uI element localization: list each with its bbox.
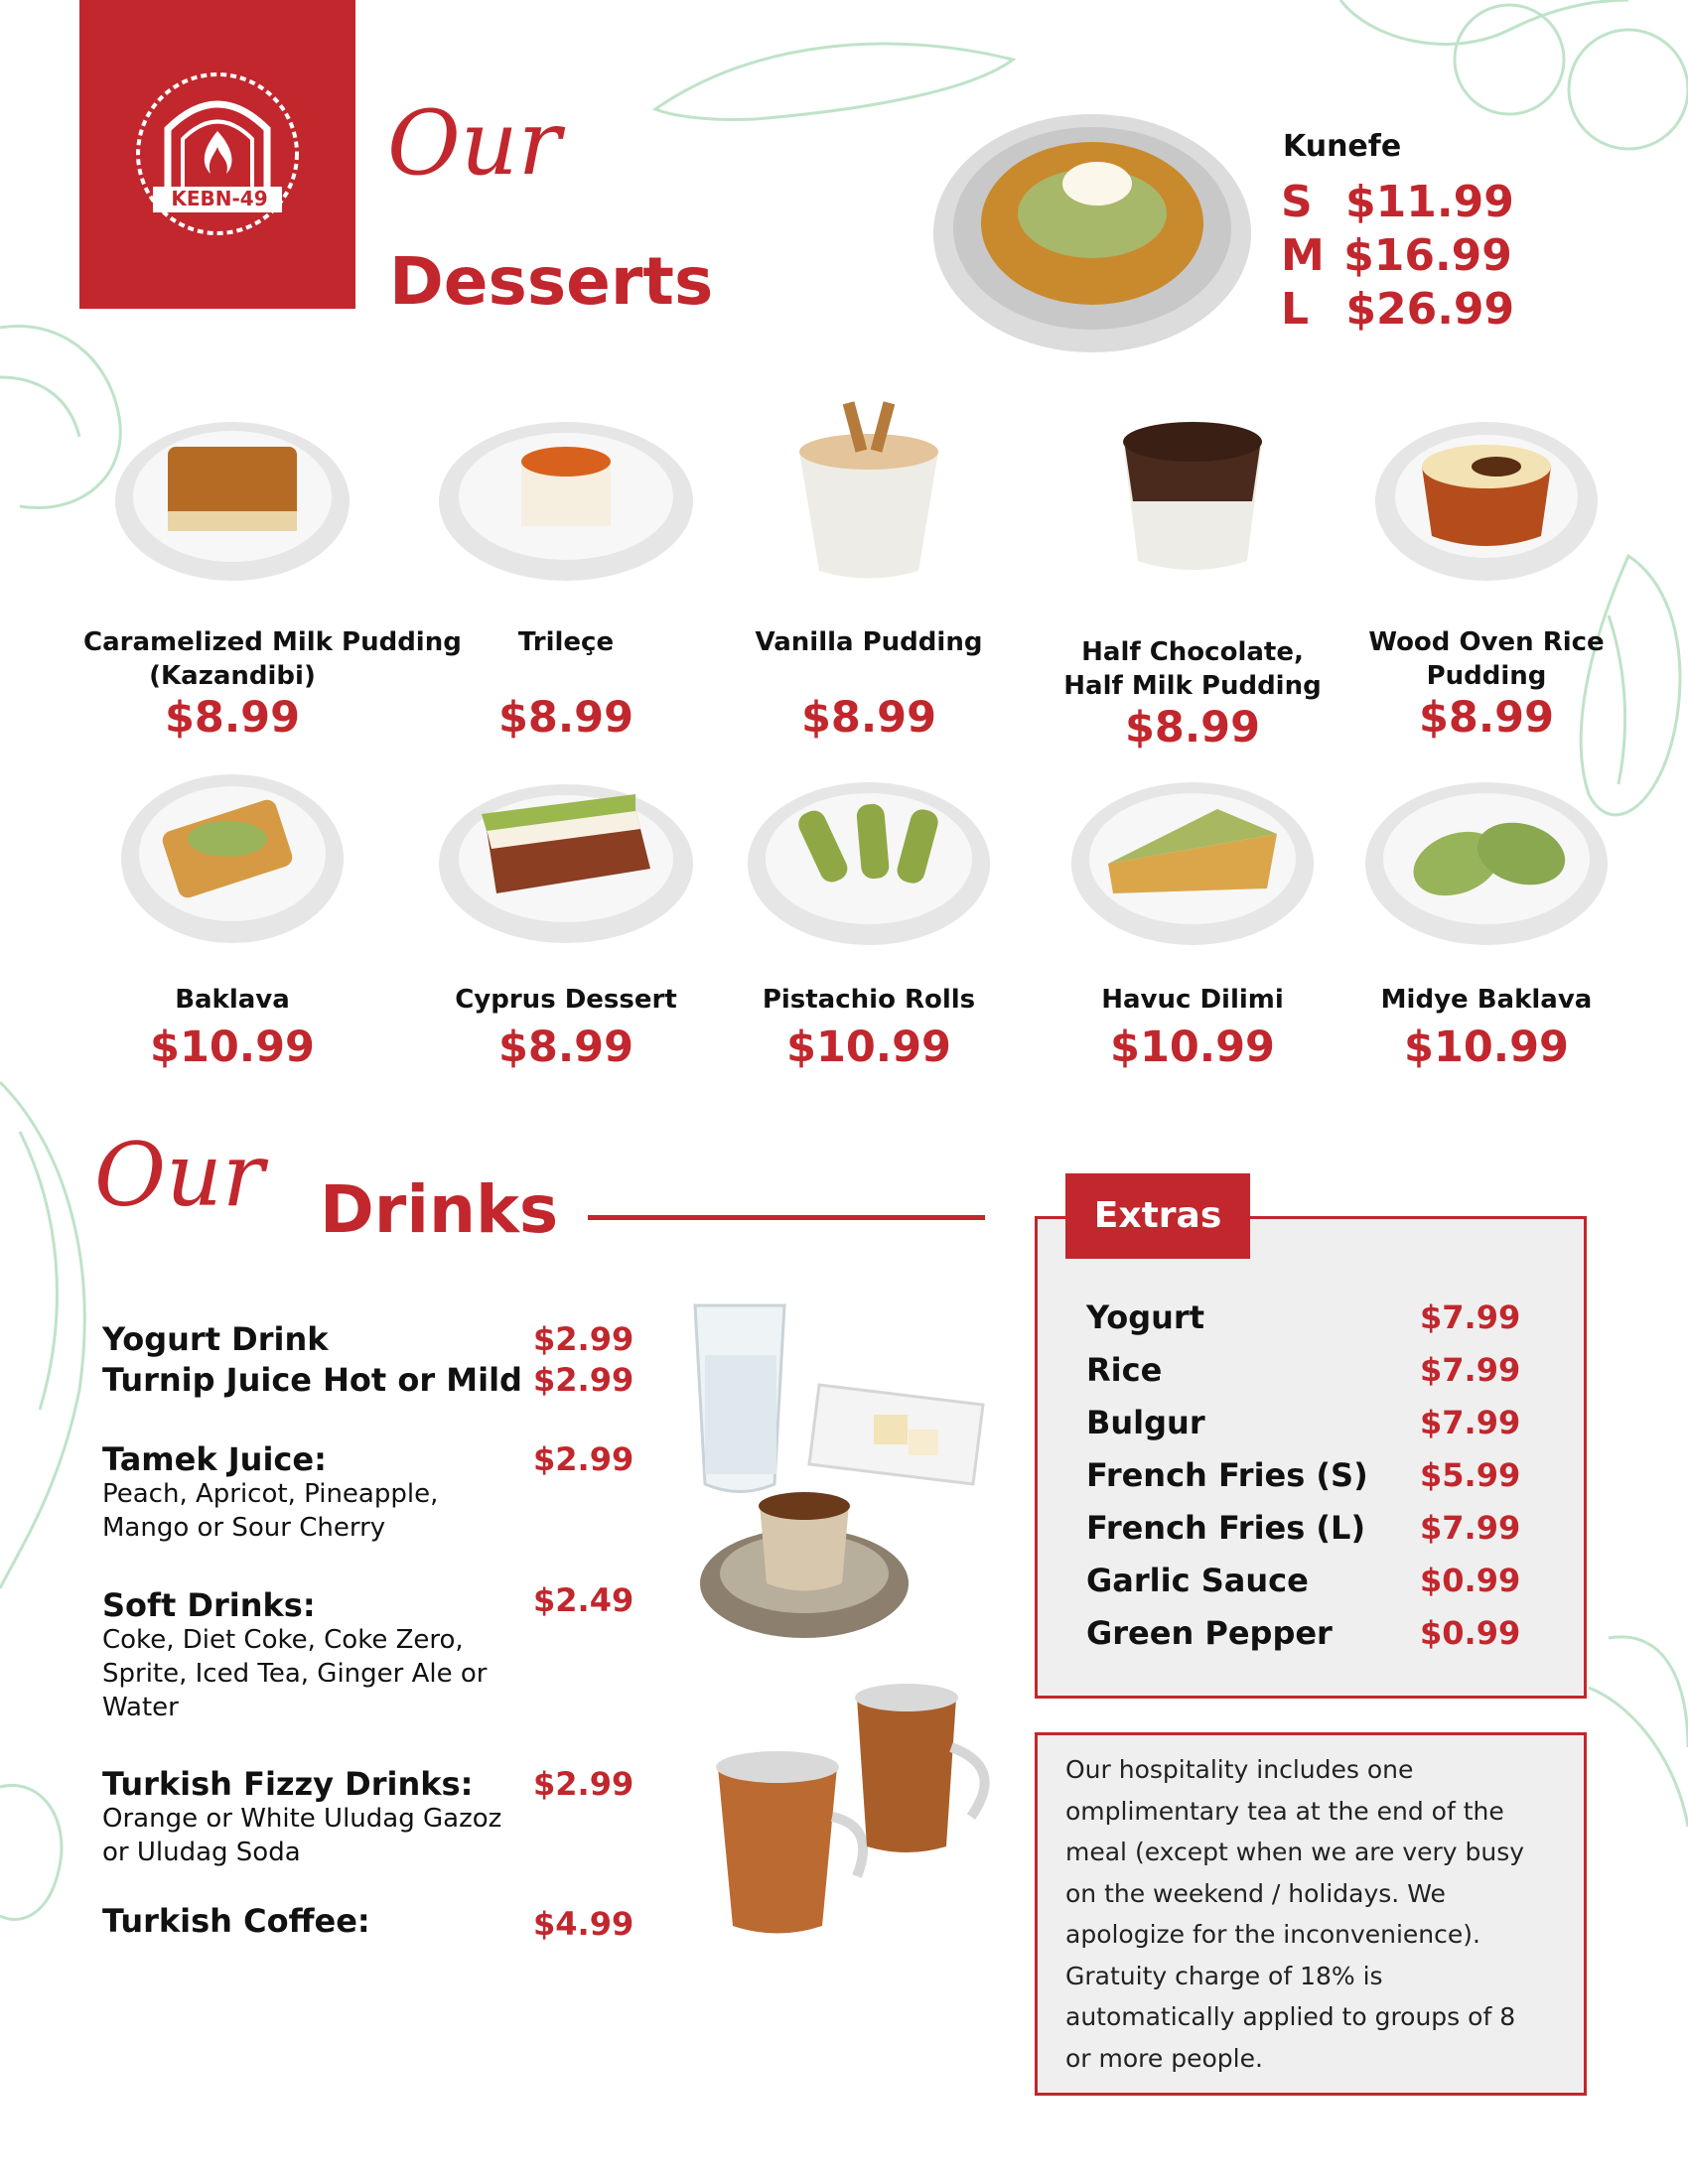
turkish-tea-image [678, 1678, 1016, 1946]
dessert-price: $10.99 [786, 1023, 951, 1072]
chocolate-milk-pudding-image [1113, 402, 1272, 581]
dessert-item [1044, 402, 1341, 752]
extra-name: French Fries (S) [1086, 1456, 1368, 1494]
size-label: L [1281, 284, 1310, 335]
kunefe-size-row [1281, 284, 1514, 335]
extra-price: $5.99 [1420, 1456, 1521, 1494]
dessert-name: Wood Oven Rice [1368, 627, 1605, 657]
kazandibi-image [113, 407, 352, 586]
dessert-item [720, 769, 1018, 1072]
midye-baklava-image [1362, 769, 1611, 948]
dessert-item [83, 769, 381, 1072]
dessert-price: $8.99 [800, 693, 936, 743]
rice-pudding-image [1372, 407, 1601, 586]
extra-price: $7.99 [1420, 1404, 1521, 1441]
extra-name: Rice [1086, 1351, 1163, 1389]
dessert-item [1044, 769, 1341, 1072]
dessert-item [417, 769, 715, 1072]
extra-price: $0.99 [1420, 1562, 1521, 1599]
drink-description-line: Peach, Apricot, Pineapple, [102, 1479, 439, 1509]
note-line: apologize for the inconvenience). [1065, 1920, 1480, 1949]
dessert-name: Caramelized Milk Pudding [83, 627, 462, 657]
extra-price: $7.99 [1420, 1351, 1521, 1389]
drink-price: $4.99 [533, 1905, 634, 1943]
drink-price: $2.99 [533, 1440, 634, 1478]
size-price: $16.99 [1343, 230, 1512, 281]
note-line: or more people. [1065, 2043, 1263, 2073]
dessert-name: Baklava [175, 985, 290, 1015]
drinks-script-heading: Our [94, 1124, 264, 1226]
logo-text: KEBN-49 [171, 187, 268, 210]
note-line: on the weekend / holidays. We [1065, 1878, 1446, 1908]
extra-name: French Fries (L) [1086, 1509, 1366, 1547]
extra-price: $0.99 [1420, 1614, 1521, 1652]
dessert-price: $8.99 [1124, 703, 1260, 752]
note-line: automatically applied to groups of 8 [1065, 2002, 1516, 2031]
pistachio-rolls-image [745, 769, 993, 948]
vanilla-pudding-image [789, 392, 948, 586]
dessert-price: $8.99 [497, 1023, 633, 1072]
note-line: meal (except when we are very busy [1065, 1838, 1525, 1866]
drink-description-line: Orange or White Uludag Gazoz [102, 1804, 502, 1834]
drinks-heading: Drinks [320, 1171, 559, 1248]
size-price: $11.99 [1345, 177, 1514, 227]
kunefe-name: Kunefe [1283, 129, 1402, 164]
drink-description-line: Sprite, Iced Tea, Ginger Ale or [102, 1659, 488, 1689]
dessert-price: $8.99 [497, 693, 633, 743]
drink-description-line: Water [102, 1693, 179, 1722]
drink-description [102, 1623, 487, 1724]
dessert-price: $8.99 [1418, 693, 1554, 743]
kunefe-size-row [1281, 230, 1512, 281]
dessert-item [1337, 769, 1635, 1072]
restaurant-logo [79, 0, 355, 309]
drink-name: Tamek Juice: [102, 1440, 327, 1478]
dessert-price: $8.99 [164, 693, 300, 743]
drinks-divider [588, 1215, 985, 1220]
dessert-name: Cyprus Dessert [455, 985, 677, 1015]
extra-price: $7.99 [1420, 1298, 1521, 1336]
dessert-item [1337, 407, 1635, 743]
drink-price: $2.99 [533, 1765, 634, 1803]
dessert-name: Vanilla Pudding [755, 627, 983, 657]
desserts-script-heading: Our [387, 91, 561, 196]
extra-name: Yogurt [1086, 1298, 1204, 1336]
drink-description-line: Mango or Sour Cherry [102, 1513, 386, 1543]
kunefe-image [928, 84, 1256, 362]
drink-name: Turkish Fizzy Drinks: [102, 1765, 474, 1803]
drink-name: Turnip Juice Hot or Mild [102, 1361, 522, 1399]
desserts-heading: Desserts [389, 243, 714, 320]
drink-description [102, 1802, 501, 1869]
dessert-name-line2 [720, 659, 1018, 693]
drink-description [102, 1477, 438, 1545]
dessert-name-line2: Pudding [1426, 661, 1547, 691]
dessert-name-line2 [417, 659, 715, 693]
dessert-name: Havuc Dilimi [1101, 985, 1284, 1015]
dessert-item [83, 407, 462, 743]
cyprus-dessert-image [437, 769, 695, 948]
dessert-price: $10.99 [150, 1023, 315, 1072]
extra-name: Garlic Sauce [1086, 1562, 1309, 1599]
size-price: $26.99 [1345, 284, 1515, 335]
dessert-item [417, 407, 715, 743]
coffee-water-delight-image [685, 1296, 1013, 1653]
extra-name: Green Pepper [1086, 1614, 1333, 1652]
drink-price: $2.49 [533, 1581, 634, 1619]
extras-heading: Extras [1065, 1173, 1250, 1259]
dessert-name: Pistachio Rolls [762, 985, 976, 1015]
baklava-image [118, 769, 347, 948]
dessert-name-line2: Half Milk Pudding [1063, 671, 1322, 701]
size-label: S [1281, 177, 1313, 227]
note-line: Our hospitality includes one [1065, 1755, 1414, 1784]
drink-name: Turkish Coffee: [102, 1902, 370, 1940]
havuc-dilimi-image [1068, 769, 1317, 948]
drink-description-line: Coke, Diet Coke, Coke Zero, [102, 1625, 464, 1655]
note-line: Gratuity charge of 18% is [1065, 1961, 1383, 1990]
hospitality-note [1065, 1749, 1562, 2079]
note-line: omplimentary tea at the end of the [1065, 1796, 1504, 1826]
extra-price: $7.99 [1420, 1509, 1521, 1547]
drink-description-line: or Uludag Soda [102, 1838, 301, 1867]
size-label: M [1281, 230, 1325, 281]
dessert-price: $10.99 [1404, 1023, 1569, 1072]
dessert-name: Midye Baklava [1380, 985, 1593, 1015]
dessert-name: Half Chocolate, [1081, 637, 1304, 667]
drink-price: $2.99 [533, 1320, 634, 1358]
oven-fire-logo-icon [123, 69, 312, 238]
dessert-name-line2: (Kazandibi) [149, 661, 316, 691]
dessert-price: $10.99 [1110, 1023, 1275, 1072]
trilece-image [437, 407, 695, 586]
drink-name: Yogurt Drink [102, 1320, 329, 1358]
extra-name: Bulgur [1086, 1404, 1205, 1441]
dessert-item [720, 392, 1018, 743]
drink-price: $2.99 [533, 1361, 634, 1399]
dessert-name: Trileçe [517, 627, 615, 657]
drink-name: Soft Drinks: [102, 1586, 316, 1624]
kunefe-size-row [1281, 177, 1514, 227]
